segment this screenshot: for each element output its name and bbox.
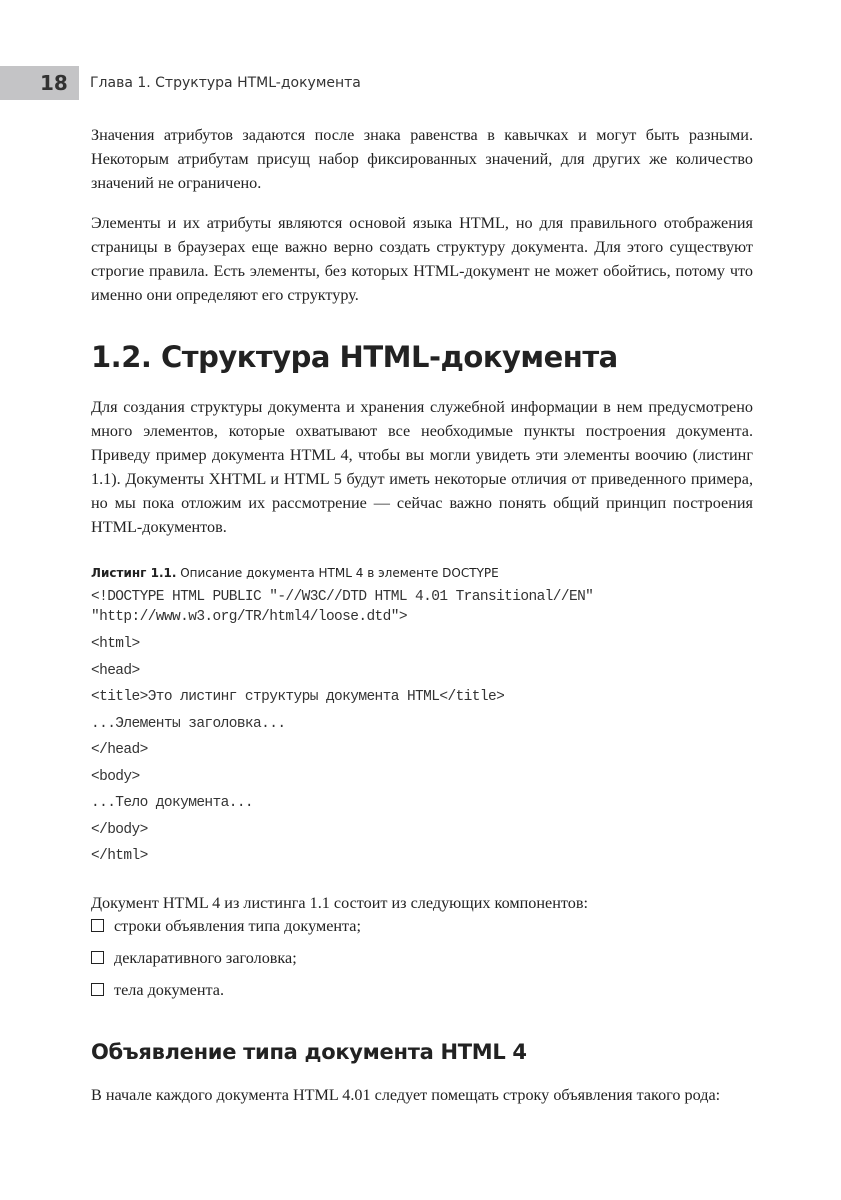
running-title: Глава 1. Структура HTML-документа: [90, 75, 361, 91]
subsection-heading: Объявление типа документа HTML 4: [91, 1039, 527, 1064]
code-listing: [91, 587, 753, 873]
page-number: 18: [40, 71, 68, 95]
section-heading: 1.2. Структура HTML-документа: [91, 340, 618, 374]
checkbox-bullet-icon: [91, 919, 104, 932]
paragraph: В начале каждого документа HTML 4.01 следует помещать строку объявления такого рода:: [91, 1085, 721, 1104]
list-item-text: декларативного заголовка;: [114, 948, 297, 967]
code-line: </head>: [91, 742, 148, 758]
list-item: [91, 979, 753, 1011]
code-line: <head>: [91, 662, 140, 679]
list-item: [91, 915, 753, 947]
code-line: <title>Это листинг структуры документа HTML</title>: [91, 689, 505, 705]
paragraph: Значения атрибутов задаются после знака равенства в кавычках и могут быть разными. Некоторым атрибутам присущ набор фиксированных значений, для других же количество значений не ограничено.: [91, 126, 753, 192]
paragraph: Элементы и их атрибуты являются основой языка HTML, но для правильного отображения страницы в браузерах еще важно верно создать структуру документа. Для этого существуют строгие правила. Есть элементы, без которых HTML-документ не может обойтись, потому что именно они определяют его структуру.: [91, 214, 753, 304]
code-line: </html>: [91, 848, 148, 864]
paragraph: Для создания структуры документа и хранения служебной информации в нем предусмотрено много элементов, которые охватывают все необходимые пункты построения документа. Приведу пример документа HTML 4, чтобы вы могли увидеть эти элементы воочию (листинг 1.1). Документы XHTML и HTML 5 будут иметь некоторые отличия от приведенного примера, но мы пока отложим их рассмотрение — сейчас важно понять общий принцип построения HTML-документов.: [91, 398, 753, 536]
code-line: </body>: [91, 821, 148, 838]
code-line: <body>: [91, 768, 140, 785]
list-item-text: строки объявления типа документа;: [114, 916, 361, 935]
checkbox-bullet-icon: [91, 983, 104, 996]
listing-caption-text: Описание документа HTML 4 в элементе DOCTYPE: [176, 566, 499, 580]
code-line: ...Тело документа...: [91, 795, 254, 811]
code-line: ...Элементы заголовка...: [91, 715, 286, 732]
listing-caption: [91, 566, 753, 581]
section-body: [91, 395, 753, 1107]
list-item-text: тела документа.: [114, 980, 225, 999]
listing-label: Листинг 1.1.: [91, 566, 177, 580]
paragraph: Документ HTML 4 из листинга 1.1 состоит из следующих компонентов:: [91, 893, 588, 912]
code-line: <!DOCTYPE HTML PUBLIC "-//W3C//DTD HTML 4.01 Transitional//EN" "http://www.w3.org/TR/html4/loose.dtd">: [91, 589, 594, 625]
code-line: <html>: [91, 636, 140, 652]
list-item: [91, 947, 753, 979]
checkbox-bullet-icon: [91, 951, 104, 964]
